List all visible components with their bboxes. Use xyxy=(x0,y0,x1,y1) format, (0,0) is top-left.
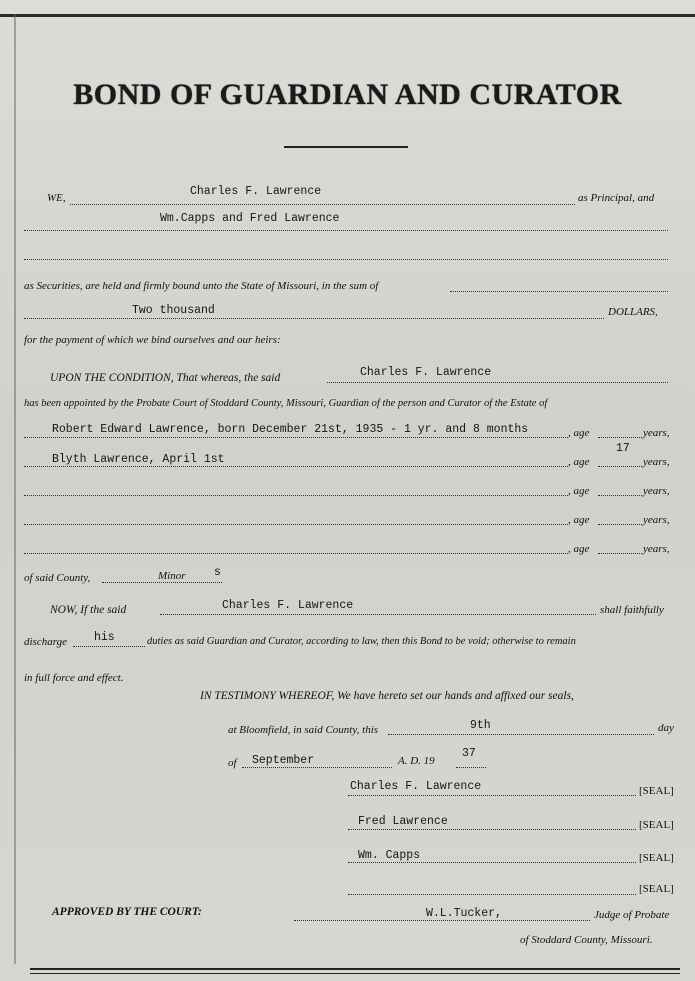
years-label-5: years, xyxy=(643,543,670,555)
seal-4: [SEAL] xyxy=(639,883,674,895)
county-court-label: of Stoddard County, Missouri. xyxy=(520,934,653,946)
seal-1: [SEAL] xyxy=(639,785,674,797)
day-line xyxy=(388,734,654,735)
approved-label: APPROVED BY THE COURT: xyxy=(52,906,202,918)
left-margin-line xyxy=(14,14,16,964)
ad-label: A. D. 19 xyxy=(398,755,435,767)
principal-suffix: as Principal, and xyxy=(578,192,655,204)
years-label-2: years, xyxy=(643,456,670,468)
condition-text: UPON THE CONDITION, That whereas, the said xyxy=(50,372,281,384)
age-line-5 xyxy=(598,553,642,554)
testimony-text: IN TESTIMONY WHEREOF, We have hereto set our hands and affixed our seals, xyxy=(200,690,574,702)
minor-line-5 xyxy=(24,553,568,554)
document-title: BOND OF GUARDIAN AND CURATOR xyxy=(73,78,622,111)
of-label: of xyxy=(228,757,237,769)
signature-line-3 xyxy=(348,862,636,863)
securities-names: Wm.Capps and Fred Lawrence xyxy=(160,212,340,225)
year-value: 37 xyxy=(462,747,476,760)
signature-1: Charles F. Lawrence xyxy=(350,780,482,793)
years-label-4: years, xyxy=(643,514,670,526)
signature-line-4 xyxy=(348,894,636,895)
appointed-text: has been appointed by the Probate Court of Stoddard County, Missouri, Guardian of the person and Curator of the Estate of xyxy=(24,398,548,409)
condition-guardian: Charles F. Lawrence xyxy=(360,366,492,379)
day-value: 9th xyxy=(470,719,491,732)
age-label-1: , age xyxy=(568,427,590,439)
dollars-label: DOLLARS, xyxy=(608,306,658,318)
principal-name: Charles F. Lawrence xyxy=(190,185,322,198)
sum-amount: Two thousand xyxy=(132,304,215,317)
age-line-3 xyxy=(598,495,642,496)
faithfully-label: shall faithfully xyxy=(600,604,664,616)
bloomfield-text: at Bloomfield, in said County, this xyxy=(228,724,379,736)
now-label: NOW, If the said xyxy=(50,604,127,616)
title-underline xyxy=(284,146,408,148)
seal-3: [SEAL] xyxy=(639,852,674,864)
now-line xyxy=(160,614,596,615)
now-guardian: Charles F. Lawrence xyxy=(222,599,354,612)
age-label-5: , age xyxy=(568,543,590,555)
judge-label: Judge of Probate xyxy=(594,909,670,921)
signature-3: Wm. Capps xyxy=(358,849,421,862)
signature-line-2 xyxy=(348,829,636,830)
years-label-1: years, xyxy=(643,427,670,439)
minors-word: Minor xyxy=(158,570,186,582)
securities-line-2 xyxy=(24,259,668,260)
minor-2-age: 17 xyxy=(616,442,630,455)
years-label-3: years, xyxy=(643,485,670,497)
sum-line-1 xyxy=(450,291,668,292)
age-line-2 xyxy=(598,466,642,467)
seal-2: [SEAL] xyxy=(639,819,674,831)
pronoun: his xyxy=(94,631,115,644)
month-line xyxy=(242,767,392,768)
county-label: of said County, xyxy=(24,572,91,584)
top-border xyxy=(0,14,695,17)
duties-text: duties as said Guardian and Curator, according to law, then this Bond to be void; otherwise to remain xyxy=(147,636,576,647)
month-value: September xyxy=(252,754,315,767)
year-line xyxy=(456,767,486,768)
minor-1: Robert Edward Lawrence, born December 21st, 1935 - 1 yr. and 8 months xyxy=(52,423,529,436)
age-line-1 xyxy=(598,437,642,438)
judge-line xyxy=(294,920,590,921)
minor-line-3 xyxy=(24,495,568,496)
minor-line-1 xyxy=(24,437,568,438)
minor-2: Blyth Lawrence, April 1st xyxy=(52,453,225,466)
principal-line xyxy=(70,204,575,205)
payment-text: for the payment of which we bind ourselves and our heirs: xyxy=(24,334,281,346)
minors-line xyxy=(102,582,222,583)
signature-line-1 xyxy=(348,795,636,796)
sum-line-2 xyxy=(24,318,604,319)
signature-2: Fred Lawrence xyxy=(358,815,448,828)
day-label: day xyxy=(658,722,674,734)
age-line-4 xyxy=(598,524,642,525)
minors-suffix: s xyxy=(214,566,221,579)
judge-name: W.L.Tucker, xyxy=(426,907,502,920)
pronoun-line xyxy=(73,646,145,647)
discharge-label: discharge xyxy=(24,636,67,648)
age-label-4: , age xyxy=(568,514,590,526)
force-text: in full force and effect. xyxy=(24,672,124,684)
securities-line-1 xyxy=(24,230,668,231)
securities-text: as Securities, are held and firmly bound unto the State of Missouri, in the sum of xyxy=(24,280,379,292)
age-label-3: , age xyxy=(568,485,590,497)
bottom-rule-thin xyxy=(30,973,680,974)
minor-line-2 xyxy=(24,466,568,467)
condition-line xyxy=(327,382,668,383)
age-label-2: , age xyxy=(568,456,590,468)
minor-line-4 xyxy=(24,524,568,525)
we-label: WE, xyxy=(47,192,66,204)
bottom-rule xyxy=(30,968,680,970)
